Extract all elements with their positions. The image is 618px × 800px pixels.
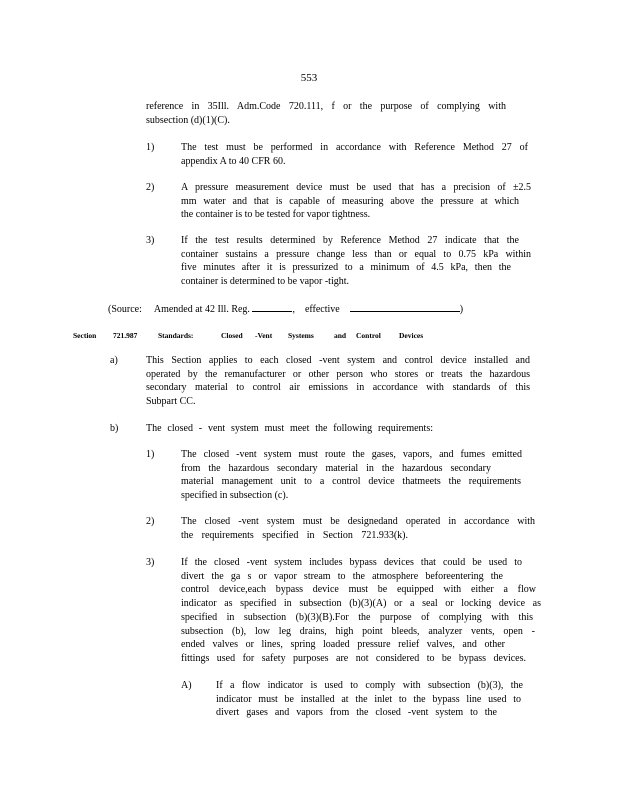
text-line: indicator must be installed at the inlet to the bypass line used to — [216, 693, 521, 705]
source-effective: effective — [304, 304, 340, 315]
section-title-word: Closed — [221, 331, 243, 340]
text-line: The test must be performed in accordance with Reference Method 27 of — [181, 142, 528, 153]
item-paragraph — [181, 556, 541, 666]
text-line: If the closed -vent system includes bypass devices that could be used to — [181, 557, 522, 568]
section-title-word: and — [334, 331, 347, 340]
effective-date-blank — [350, 301, 460, 312]
subsection-paragraph — [146, 422, 433, 436]
item-paragraph — [181, 515, 535, 542]
item-paragraph — [181, 448, 521, 503]
page-number: 553 — [300, 72, 318, 84]
subsection-label: a) — [110, 355, 118, 366]
source-prefix: (Source: — [108, 304, 142, 315]
text-line: The closed -vent system must route the gases, vapors, and fumes emitted — [181, 449, 522, 460]
text-line: reference in 35Ill. Adm.Code 720.111, f or the purpose of complying with — [146, 101, 506, 112]
text-line: fittings used for safety purposes are not considered to be bypass devices. — [181, 652, 526, 664]
text-line: material management unit to a control device thatmeets the requirements — [181, 476, 521, 488]
text-line: the requirements specified in Section 721.933(k). — [181, 529, 408, 541]
item-paragraph — [181, 234, 531, 289]
item-paragraph — [181, 181, 531, 222]
register-blank — [252, 301, 292, 312]
item-label: 3) — [146, 235, 155, 246]
text-line: ended valves or lines, spring loaded pressure relief valves, and other — [181, 639, 505, 651]
text-line: secondary material to control air emissions in accordance with standards of this — [146, 382, 530, 394]
source-note: (Source: Amended at 42 Ill. Reg. , effective ) — [108, 301, 463, 317]
item-label: 3) — [146, 557, 155, 568]
text-line: five minutes after it is pressurized to a minimum of 4.5 kPa, then the — [181, 262, 511, 274]
text-line: The closed -vent system must be designedand operated in accordance with — [181, 516, 535, 527]
text-line: The closed - vent system must meet the following requirements: — [146, 423, 433, 434]
text-line: control device,each bypass device must be equipped with either a flow — [181, 584, 536, 596]
item-paragraph — [181, 141, 528, 168]
text-line: appendix A to 40 CFR 60. — [181, 155, 286, 167]
text-line: indicator as specified in subsection (b)(3)(A) or a seal or locking device as — [181, 598, 541, 610]
subsection-paragraph — [146, 354, 530, 409]
text-line: specified in subsection (c). — [181, 490, 289, 502]
item-label: 2) — [146, 516, 155, 527]
item-label: 1) — [146, 449, 155, 460]
text-line: Subpart CC. — [146, 396, 196, 408]
source-close: ) — [459, 304, 464, 315]
text-line: container sustains a pressure change less than or equal to 0.75 kPa within — [181, 248, 531, 260]
section-title-word: Standards: — [158, 331, 194, 340]
text-line: the container is to be tested for vapor tightness. — [181, 209, 371, 221]
text-line: container is determined to be vapor -tight. — [181, 276, 350, 288]
section-title-word: Devices — [399, 331, 424, 340]
source-amended: Amended at 42 Ill. Reg. — [153, 304, 250, 315]
section-title-word: Control — [356, 331, 381, 340]
item-label: A) — [181, 680, 192, 691]
section-label: Section — [73, 331, 97, 340]
section-number: 721.987 — [113, 331, 138, 340]
text-line: from the hazardous secondary material in the hazardous secondary — [181, 462, 491, 474]
text-line: divert gases and vapors from the closed -vent system to the — [216, 707, 497, 719]
item-label: 1) — [146, 142, 155, 153]
subsection-label: b) — [110, 423, 119, 434]
text-line: operated by the remanufacturer or other person who stores or treats the hazardous — [146, 368, 530, 380]
text-line: This Section applies to each closed -vent system and control device installed and — [146, 355, 530, 366]
section-title-word: Systems — [288, 331, 314, 340]
text-line: specified in subsection (b)(3)(B).For the purpose of complying with this — [181, 611, 533, 623]
text-line: If a flow indicator is used to comply with subsection (b)(3), the — [216, 680, 523, 691]
item-paragraph — [216, 679, 526, 720]
text-line: subsection (b), low leg drains, high point bleeds, analyzer vents, open - — [181, 625, 535, 637]
section-title-word: -Vent — [255, 331, 273, 340]
intro-paragraph — [146, 100, 506, 127]
text-line: mm water and that is capable of measuring above the pressure at which — [181, 195, 519, 207]
text-line: A pressure measurement device must be used that has a precision of ±2.5 — [181, 182, 531, 193]
text-line: subsection (d)(1)(C). — [146, 114, 230, 126]
text-line: If the test results determined by Reference Method 27 indicate that the — [181, 235, 519, 246]
text-line: divert the ga s or vapor stream to the atmosphere beforeentering the — [181, 570, 503, 582]
item-label: 2) — [146, 182, 155, 193]
